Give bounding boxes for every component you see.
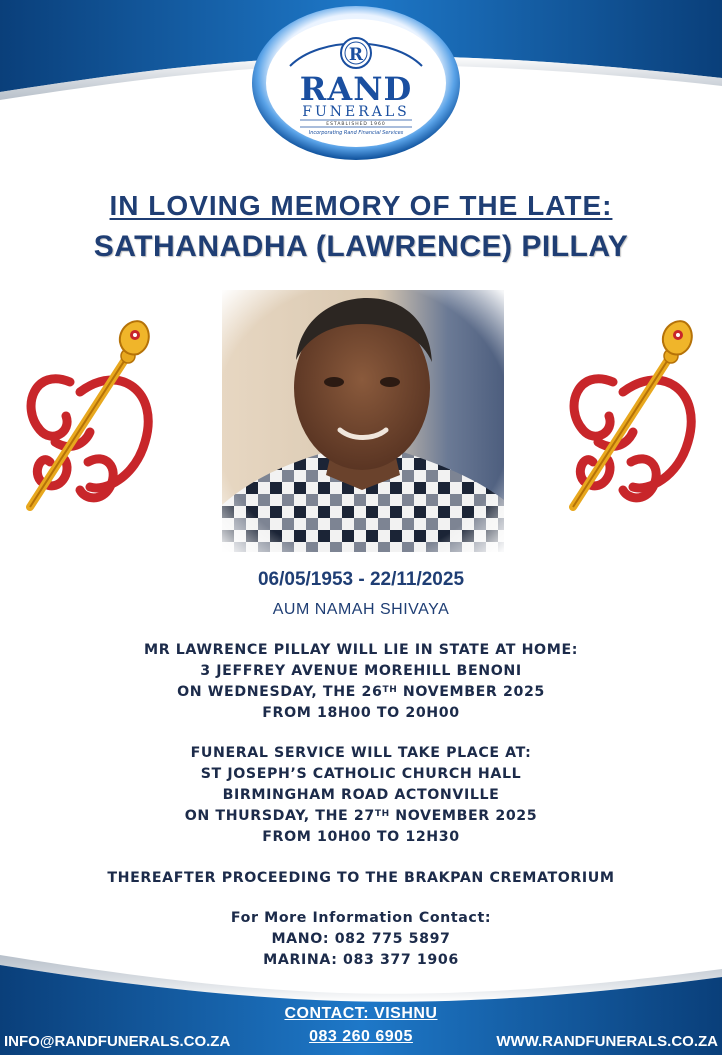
contact-mano: MANO: 082 775 5897	[271, 931, 451, 947]
contacts-heading: For More Information Contact:	[230, 910, 492, 926]
lie-in-state-line: MR LAWRENCE PILLAY WILL LIE IN STATE AT HOME:	[143, 642, 579, 658]
date-text: ON THURSDAY, THE 27	[184, 808, 375, 824]
date-suffix: TH	[374, 809, 390, 819]
funeral-service-block	[0, 743, 722, 848]
logo-rand-text: RAND	[299, 70, 413, 108]
date-text: ON WEDNESDAY, THE 26	[177, 684, 383, 700]
footer-contact-label: CONTACT: VISHNU	[284, 1005, 438, 1022]
lie-in-state-date-line	[0, 682, 722, 703]
date-month: NOVEMBER 2025	[389, 808, 538, 824]
logo-monogram: R	[348, 45, 364, 65]
footer-contact-number[interactable]: 083 260 6905	[309, 1028, 413, 1045]
funeral-time-line: FROM 10H00 TO 12H30	[262, 829, 460, 845]
funeral-service-line: FUNERAL SERVICE WILL TAKE PLACE AT:	[190, 745, 532, 761]
aum-trident-emblem-icon	[553, 312, 703, 512]
home-address-line: 3 JEFFREY AVENUE MOREHILL BENONI	[200, 663, 522, 679]
contact-marina: MARINA: 083 377 1906	[263, 952, 459, 968]
lie-in-state-block	[0, 640, 722, 724]
deceased-name: SATHANADHA (LAWRENCE) PILLAY	[93, 230, 629, 263]
funeral-date-line	[0, 806, 722, 827]
logo-incorporating-text: Incorporating Rand Financial Services	[308, 130, 404, 136]
date-month: NOVEMBER 2025	[397, 684, 545, 700]
life-dates: 06/05/1953 - 22/11/2025	[257, 569, 465, 590]
memory-heading-text: IN LOVING MEMORY OF THE LATE:	[109, 190, 613, 221]
mantra-text: AUM NAMAH SHIVAYA	[272, 601, 450, 618]
church-address-line: BIRMINGHAM ROAD ACTONVILLE	[222, 787, 500, 803]
portrait-photo	[222, 290, 504, 552]
date-suffix: TH	[382, 685, 398, 695]
logo-established-text: ESTABLISHED 1960	[326, 122, 386, 127]
memory-heading	[0, 190, 722, 222]
thereafter-line: THEREAFTER PROCEEDING TO THE BRAKPAN CREMATORIUM	[107, 870, 615, 886]
footer-email-link[interactable]: INFO@RANDFUNERALS.CO.ZA	[4, 1033, 231, 1050]
logo-funerals-text: FUNERALS	[302, 104, 410, 120]
aum-trident-emblem-icon	[10, 312, 160, 512]
lie-in-state-time-line: FROM 18H00 TO 20H00	[262, 705, 460, 721]
rand-funerals-logo	[250, 4, 462, 162]
footer-website-link[interactable]: WWW.RANDFUNERALS.CO.ZA	[496, 1033, 718, 1050]
church-name-line: ST JOSEPH’S CATHOLIC CHURCH HALL	[200, 766, 522, 782]
